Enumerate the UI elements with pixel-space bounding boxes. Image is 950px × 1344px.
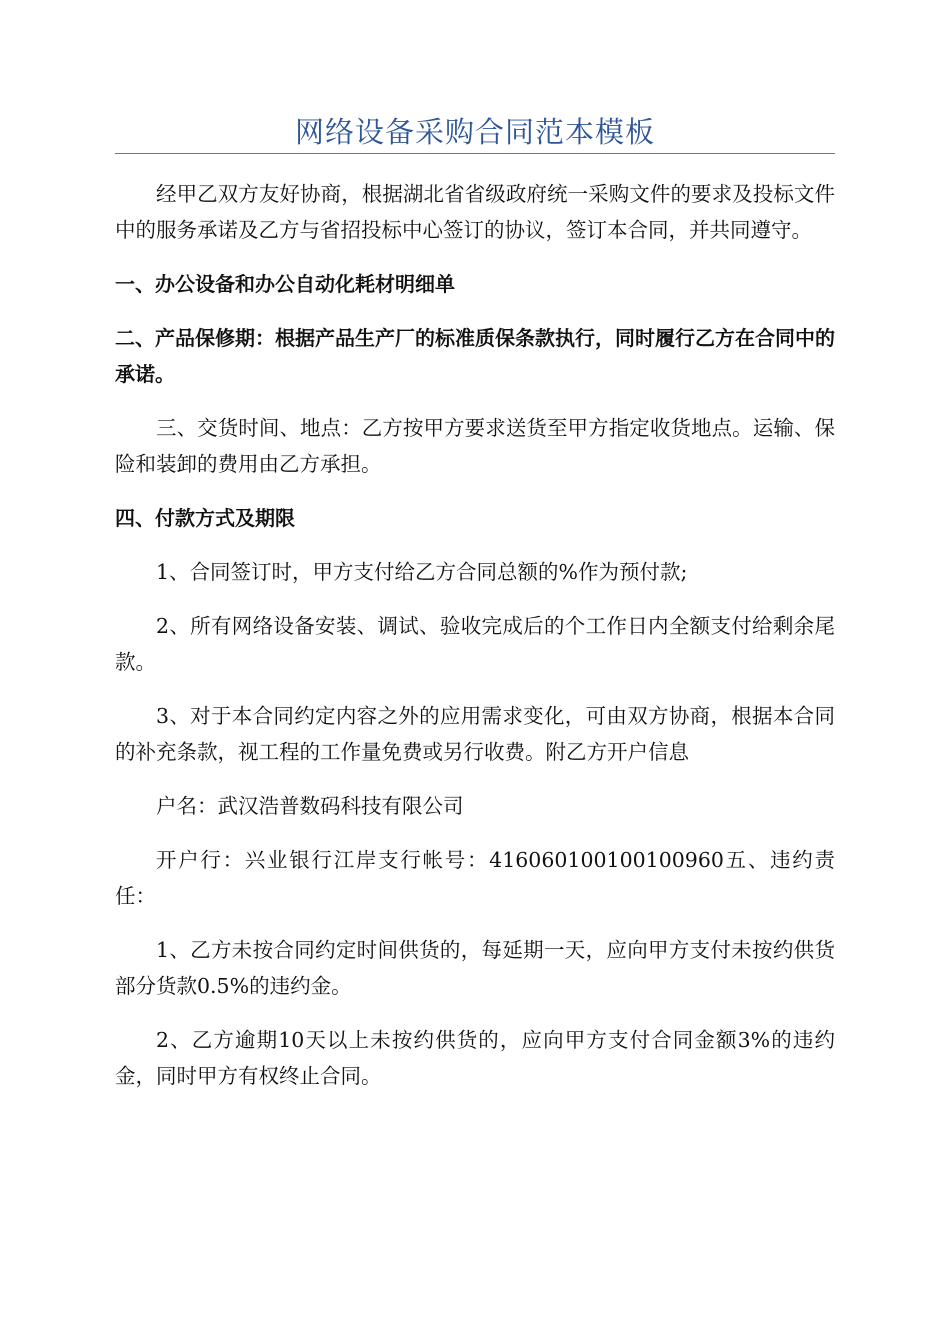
section-heading-4: 四、付款方式及期限: [115, 506, 295, 530]
payment-item-2: 2、所有网络设备安装、调试、验收完成后的个工作日内全额支付给剩余尾款。: [115, 614, 835, 674]
payment-item-3: 3、对于本合同约定内容之外的应用需求变化，可由双方协商，根据本合同的补充条款，视工程的工作量免费或另行收费。附乙方开户信息: [115, 704, 835, 764]
payment-item-1: 1、合同签订时，甲方支付给乙方合同总额的%作为预付款;: [156, 560, 688, 584]
liability-item-1: 1、乙方未按合同约定时间供货的，每延期一天，应向甲方支付未按约供货部分货款0.5%的违约金。: [115, 938, 835, 998]
section-heading-2: 二、产品保修期：根据产品生产厂的标准质保条款执行，同时履行乙方在合同中的承诺。: [115, 326, 835, 386]
bank-account: 开户行：兴业银行江岸支行帐号：416060100100100960五、违约责任：: [115, 848, 835, 908]
liability-item-2: 2、乙方逾期10天以上未按约供货的，应向甲方支付合同金额3%的违约金，同时甲方有权终止合同。: [115, 1028, 835, 1088]
section-paragraph-3: 三、交货时间、地点：乙方按甲方要求送货至甲方指定收货地点。运输、保险和装卸的费用由乙方承担。: [115, 416, 835, 476]
section-heading-1: 一、办公设备和办公自动化耗材明细单: [115, 272, 455, 296]
document-title: 网络设备采购合同范本模板: [294, 115, 655, 149]
title-underline: [115, 153, 835, 154]
intro-paragraph: 经甲乙双方友好协商，根据湖北省省级政府统一采购文件的要求及投标文件中的服务承诺及乙方与省招投标中心签订的协议，签订本合同，并共同遵守。: [115, 182, 835, 242]
account-name: 户名：武汉浩普数码科技有限公司: [156, 794, 464, 818]
document-body: [115, 176, 835, 1112]
